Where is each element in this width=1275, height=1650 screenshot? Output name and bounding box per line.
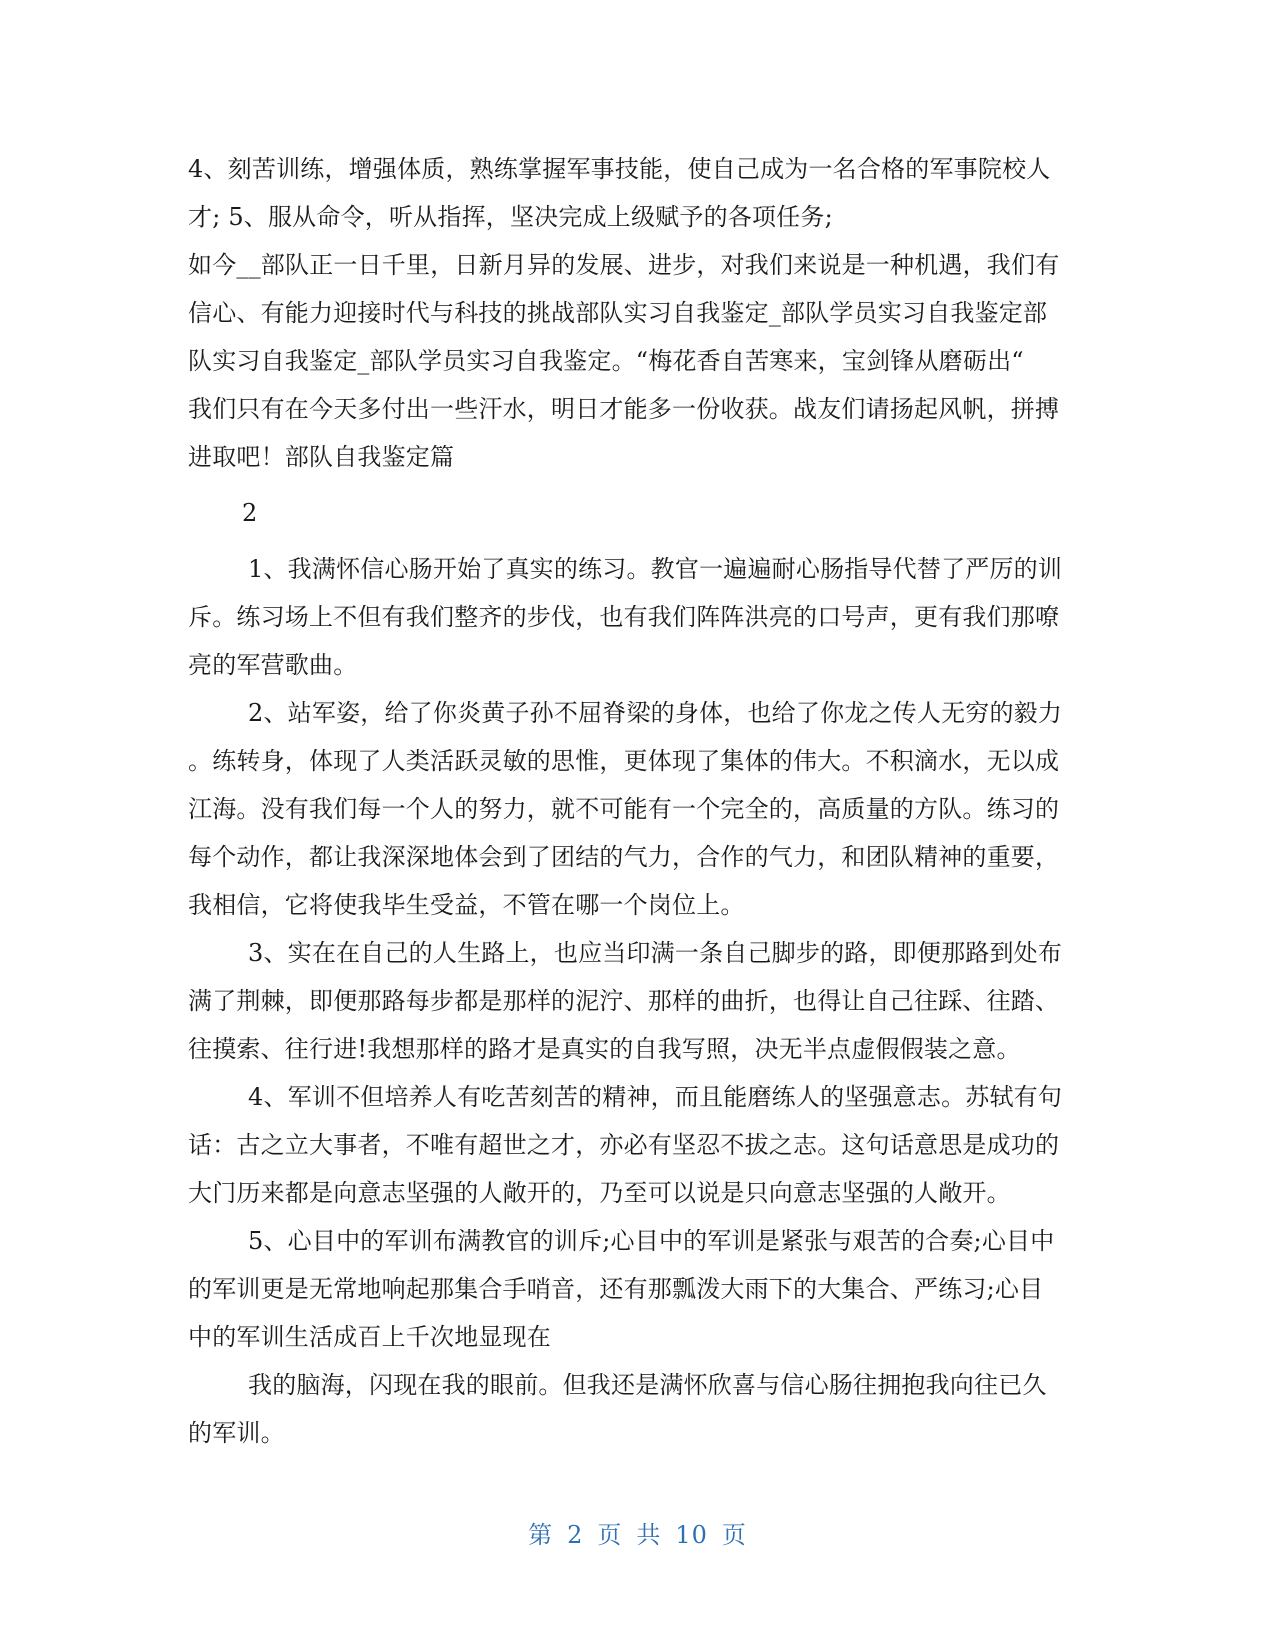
text-line: 信心、有能力迎接时代与科技的挑战部队实习自我鉴定_部队学员实习自我鉴定部 <box>188 299 1048 327</box>
paragraph-opportunity <box>188 241 1088 481</box>
text-line: 如今__部队正一日千里，日新月异的发展、进步，对我们来说是一种机遇，我们有 <box>188 251 1060 279</box>
text-line: 往摸索、往行进!我想那样的路才是真实的自我写照，决无半点虚假假装之意。 <box>188 1035 1021 1063</box>
text-line: 1、我满怀信心肠开始了真实的练习。教官一遍遍耐心肠指导代替了严厉的训 <box>248 555 1063 583</box>
paragraph-item-2 <box>188 689 1088 929</box>
text-line: 的军训。 <box>188 1419 285 1447</box>
text-line: 中的军训生活成百上千次地显现在 <box>188 1323 551 1351</box>
document-body <box>188 145 1088 1457</box>
paragraph-duties <box>188 145 1088 241</box>
text-line: 斥。练习场上不但有我们整齐的步伐，也有我们阵阵洪亮的口号声，更有我们那嘹 <box>188 603 1060 631</box>
text-line: 2 <box>242 499 258 527</box>
text-line: 进取吧！部队自我鉴定篇 <box>188 443 455 471</box>
text-line: 5、心目中的军训布满教官的训斥;心目中的军训是紧张与艰苦的合奏;心目中 <box>248 1227 1055 1255</box>
text-line: 才; 5、服从命令，听从指挥，坚决完成上级赋予的各项任务; <box>188 203 833 231</box>
text-line: 江海。没有我们每一个人的努力，就不可能有一个完全的，高质量的方队。练习的 <box>188 795 1060 823</box>
paragraph-item-1 <box>188 545 1088 689</box>
current-page-number: 2 <box>567 1521 584 1549</box>
text-line: 。练转身，体现了人类活跃灵敏的思惟，更体现了集体的伟大。不积滴水，无以成 <box>188 747 1060 775</box>
text-line: 4、军训不但培养人有吃苦刻苦的精神，而且能磨练人的坚强意志。苏轼有句 <box>248 1083 1063 1111</box>
page-footer <box>0 1515 1275 1550</box>
text-line: 队实习自我鉴定_部队学员实习自我鉴定。“梅花香自苦寒来，宝剑锋从磨砺出“ <box>188 347 1024 375</box>
text-line: 4、刻苦训练，增强体质，熟练掌握军事技能，使自己成为一名合格的军事院校人 <box>188 155 1051 183</box>
total-pages-number: 10 <box>675 1521 708 1549</box>
text-line: 话：古之立大事者，不唯有超世之才，亦必有坚忍不拔之志。这句话意思是成功的 <box>188 1131 1060 1159</box>
footer-gong: 共 <box>636 1521 662 1549</box>
paragraph-item-3 <box>188 929 1088 1073</box>
footer-di: 第 <box>528 1521 554 1549</box>
paragraph-item-5 <box>188 1217 1088 1361</box>
text-line: 满了荆棘，即便那路每步都是那样的泥泞、那样的曲折，也得让自己往踩、往踏、 <box>188 987 1060 1015</box>
text-line: 2、站军姿，给了你炎黄子孙不屈脊梁的身体，也给了你龙之传人无穷的毅力 <box>248 699 1063 727</box>
footer-ye: 页 <box>597 1521 623 1549</box>
text-line: 我的脑海，闪现在我的眼前。但我还是满怀欣喜与信心肠往拥抱我向往已久 <box>248 1371 1047 1399</box>
text-line: 3、实在在自己的人生路上，也应当印满一条自己脚步的路，即便那路到处布 <box>248 939 1063 967</box>
text-line: 我们只有在今天多付出一些汗水，明日才能多一份收获。战友们请扬起风帆，拼搏 <box>188 395 1060 423</box>
text-line: 我相信，它将使我毕生受益，不管在哪一个岗位上。 <box>188 891 745 919</box>
text-line: 亮的军营歌曲。 <box>188 651 358 679</box>
footer-ye: 页 <box>721 1521 747 1549</box>
text-line: 每个动作，都让我深深地体会到了团结的气力，合作的气力，和团队精神的重要， <box>188 843 1060 871</box>
text-line: 大门历来都是向意志坚强的人敞开的，乃至可以说是只向意志坚强的人敞开。 <box>188 1179 1011 1207</box>
paragraph-continuation <box>188 1361 1088 1457</box>
paragraph-item-4 <box>188 1073 1088 1217</box>
section-number <box>188 489 1088 537</box>
text-line: 的军训更是无常地响起那集合手哨音，还有那瓢泼大雨下的大集合、严练习;心目 <box>188 1275 1044 1303</box>
